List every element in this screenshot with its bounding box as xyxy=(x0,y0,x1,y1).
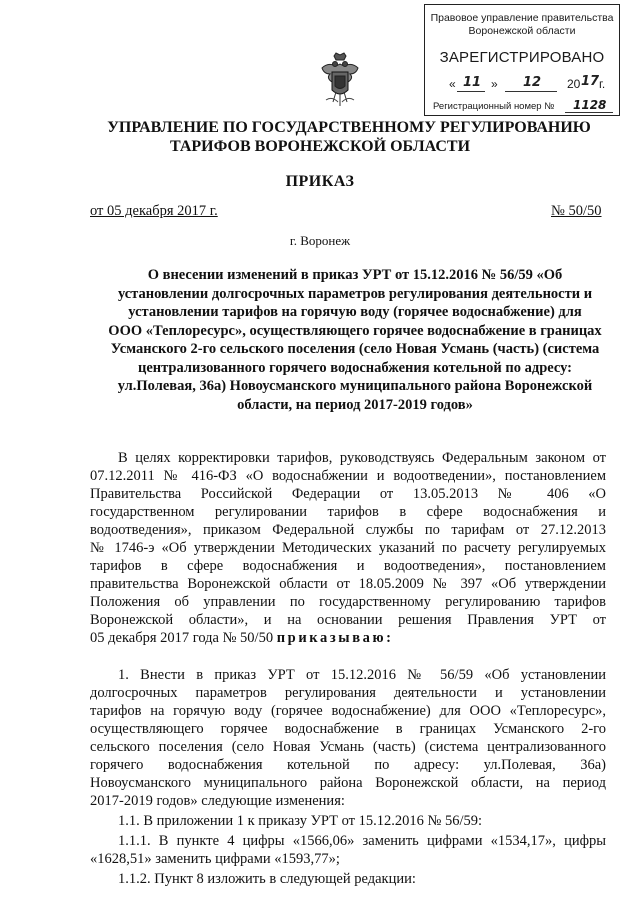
item-1-1-1-line2: «1628,51» заменить цифрами «1593,77»; xyxy=(90,851,340,867)
stamp-department-line2: Воронежской области xyxy=(468,25,576,37)
preamble-line: правительства Воронежской области от 18.05.2009 № 397 «Об утверждении xyxy=(90,576,606,592)
item-1-line: долгосрочных параметров регулирования деятельности и установлении xyxy=(90,685,606,701)
coat-of-arms-icon xyxy=(318,52,362,110)
organization-title-line2: ТАРИФОВ ВОРОНЕЖСКОЙ ОБЛАСТИ xyxy=(169,138,471,155)
item-1-line: Новоусманского муниципального района Воронежской области, на период xyxy=(90,775,606,791)
order-number: № 50/50 xyxy=(551,203,602,219)
stamp-registered-label: ЗАРЕГИСТРИРОВАНО xyxy=(439,49,605,66)
stamp-regnum-value: 1128 xyxy=(573,98,607,112)
preamble-line: В целях корректировки тарифов, руководствуясь Федеральным законом от xyxy=(118,450,606,466)
city-name: г. Воронеж xyxy=(289,233,351,248)
stamp-regnum-label: Регистрационный номер № xyxy=(433,101,555,112)
order-word: приказываю: xyxy=(276,630,394,646)
item-1-line: горячего водоснабжения котельной по адресу: ул.Полевая, 36а) xyxy=(90,757,606,773)
stamp-department-line1: Правовое управление правительства xyxy=(430,12,614,24)
item-1-line: 1. Внести в приказ УРТ от 15.12.2016 № 56/59 «Об установлении xyxy=(118,667,606,683)
item-1-1-2: 1.1.2. Пункт 8 изложить в следующей редакции: xyxy=(118,871,416,887)
document-type-title: ПРИКАЗ xyxy=(285,173,355,190)
subject-line: ООО «Теплоресурс», осуществляющего горячее водоснабжение в границах xyxy=(108,322,602,339)
subject-line: области, на период 2017-2019 годов» xyxy=(237,396,473,413)
subject-line: ул.Полевая, 36а) Новоусманского муниципального района Воронежской xyxy=(117,378,593,394)
stamp-date-year-end: г. xyxy=(599,77,606,91)
preamble-line: государственном регулировании тарифов в сфере водоснабжения и xyxy=(90,504,606,520)
preamble-line: 07.12.2011 № 416-ФЗ «О водоснабжении и водоотведении», постановлением xyxy=(90,468,606,484)
preamble-line: водоотведения», приказом Федеральной службы по тарифам от 27.12.2013 xyxy=(90,522,606,538)
stamp-date-year-prefix: 20 xyxy=(567,77,581,91)
preamble-line: тарифов в сфере водоснабжения и водоотведения», постановлением xyxy=(90,558,606,574)
stamp-date-month: 12 xyxy=(523,75,542,90)
stamp-date-year-suffix: 17 xyxy=(581,74,600,89)
item-1-line: тарифов на горячую воду (горячее водоснабжение) для ООО «Теплоресурс», xyxy=(90,703,606,719)
preamble-line: Воронежской области», и на основании решения Правления УРТ от xyxy=(90,612,606,628)
stamp-date-open-quote: « xyxy=(449,77,456,91)
item-1-1-1-line1: 1.1.1. В пункте 4 цифры «1566,06» заменить цифрами «1534,17», цифры xyxy=(118,833,606,849)
organization-title-line1: УПРАВЛЕНИЕ ПО ГОСУДАРСТВЕННОМУ РЕГУЛИРОВАНИЮ xyxy=(107,119,591,136)
stamp-date-day: 11 xyxy=(463,75,482,90)
stamp-registration-number xyxy=(433,98,618,112)
preamble-line: № 1746-э «Об утверждении Методических указаний по расчету регулируемых xyxy=(90,540,606,556)
item-1-1: 1.1. В приложении 1 к приказу УРТ от 15.12.2016 № 56/59: xyxy=(118,813,483,829)
registration-stamp xyxy=(424,4,620,116)
stamp-date-close-quote: » xyxy=(491,77,498,91)
preamble-line: Правительства Российской Федерации от 13.05.2013 № 406 «О xyxy=(90,486,606,502)
item-1-last-line: 2017-2019 годов» следующие изменения: xyxy=(90,793,345,809)
order-subject xyxy=(90,266,620,414)
item-1-line: осуществляющего горячее водоснабжение в границах Усманского 2-го xyxy=(90,721,606,737)
stamp-date xyxy=(443,74,613,95)
subject-line: централизованного горячего водоснабжения котельной по адресу: xyxy=(137,359,573,376)
preamble-last-line xyxy=(90,629,606,647)
subject-line: Усманского 2-го сельского поселения (село Новая Усмань (часть) (система xyxy=(110,341,600,357)
subject-line: О внесении изменений в приказ УРТ от 15.12.2016 № 56/59 «Об xyxy=(147,267,563,283)
preamble-decision-ref: 05 декабря 2017 года № 50/50 xyxy=(90,630,274,646)
preamble-line: Положения об управлении по государственному регулированию тарифов xyxy=(90,594,606,610)
subject-line: установлении тарифов на горячую воду (горячее водоснабжение) для xyxy=(128,304,582,320)
subject-line: установлении долгосрочных параметров регулирования деятельности и xyxy=(117,285,593,302)
order-date: от 05 декабря 2017 г. xyxy=(90,203,218,219)
item-1-line: сельского поселения (село Новая Усмань (часть) (система централизованного xyxy=(90,739,606,755)
